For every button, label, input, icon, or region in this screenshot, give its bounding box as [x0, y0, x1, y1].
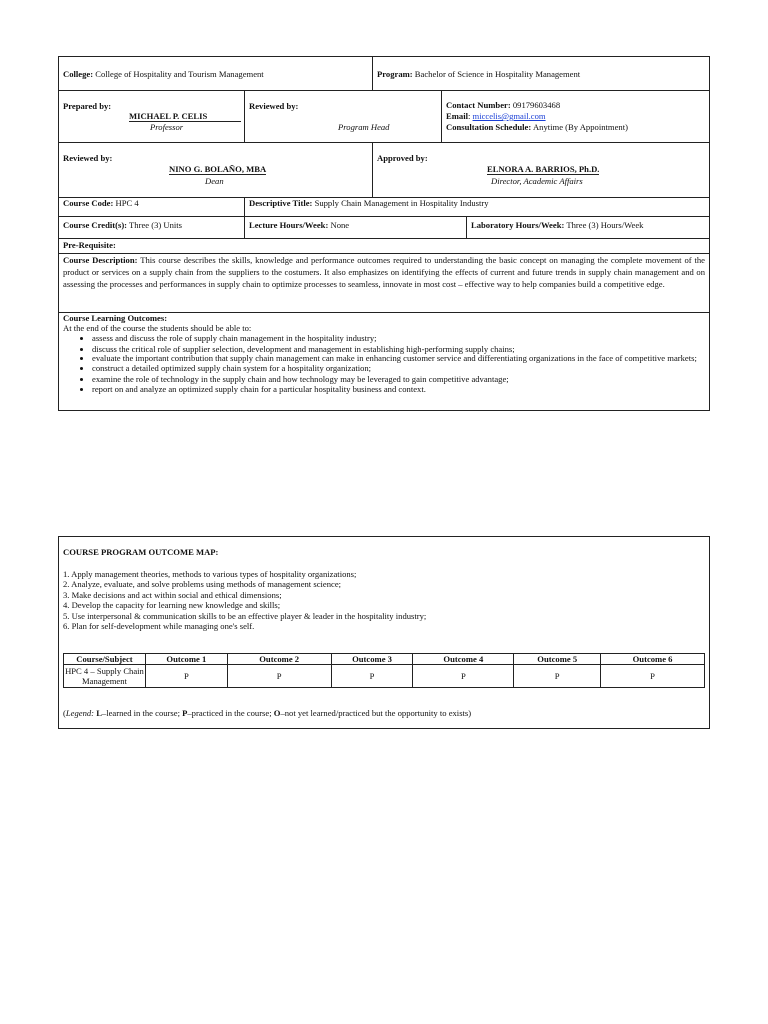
reviewed-dean-cell	[58, 142, 373, 198]
column-header: Outcome 5	[514, 654, 601, 665]
prerequisite-label: Pre-Requisite:	[63, 240, 116, 250]
course-code-value: HPC 4	[115, 198, 139, 208]
program-outcome-item: 6. Plan for self-development while managing one's self.	[63, 621, 255, 632]
program-outcome-item: 5. Use interpersonal & communication skills to be an effective player & leader in the hospitality industry;	[63, 610, 427, 621]
description-text: This course describes the skills, knowledge and performance outcomes required to understanding the basic concept on managing the complete movement of the product or services on a supply chain from the suppliers to the costumers. It also emphasizes on identifying the effects of current and future trends in supply chain management and on assessing the processes and performances in supply chain to optimize processes to seamless, innovate in most cost – effective way to help companies build a competitive edge.	[63, 255, 705, 289]
prepared-name: MICHAEL P. CELIS	[129, 111, 241, 122]
lab-label: Laboratory Hours/Week:	[471, 220, 565, 230]
table-cell: P	[601, 665, 705, 688]
reviewed-title: Program Head	[338, 122, 390, 132]
lecture-value: None	[330, 220, 350, 230]
column-header: Outcome 1	[145, 654, 227, 665]
reviewed-program-head-cell	[244, 90, 442, 143]
legend-p-key: P	[182, 708, 188, 718]
dean-title: Dean	[205, 176, 224, 186]
outcome-map-table	[63, 653, 705, 688]
legend-l-key: L	[96, 708, 102, 718]
program-outcome-map	[58, 536, 710, 729]
learning-outcomes-intro: At the end of the course the students should be able to:	[63, 323, 252, 333]
lecture-label: Lecture Hours/Week:	[249, 220, 329, 230]
schedule-value: Anytime (By Appointment)	[532, 122, 628, 132]
list-item: • evaluate the important contribution that supply chain management can make in enhancing customer service and differentiating organizations in the face of competitive markets;	[92, 354, 703, 363]
reviewed-label: Reviewed by:	[249, 101, 299, 111]
program-outcome-item: 1. Apply management theories, methods to various types of hospitality organizations;	[63, 569, 357, 579]
approver-name: ELNORA A. BARRIOS, Ph.D.	[487, 164, 600, 174]
program-cell	[372, 56, 710, 91]
email-link[interactable]: miccelis@gmail.com	[472, 111, 546, 121]
dean-name: NINO G. BOLAÑO, MBA	[169, 164, 267, 174]
table-row	[64, 665, 705, 688]
prerequisite-cell	[58, 238, 710, 254]
email-label: Email	[446, 111, 468, 121]
program-label: Program:	[377, 69, 413, 79]
descriptive-title-value: Supply Chain Management in Hospitality Industry	[314, 198, 489, 208]
program-outcome-item: 4. Develop the capacity for learning new knowledge and skills;	[63, 600, 281, 611]
lab-hours-cell	[466, 216, 710, 239]
list-item: • discuss the critical role of supplier selection, development and management in establishing high-performing supply chains;	[92, 344, 703, 355]
program-outcome-item: 3. Make decisions and act within social and ethical dimensions;	[63, 589, 282, 600]
legend-o-text: –not yet learned/practiced but the opportunity to exists)	[280, 708, 472, 718]
learning-outcomes-label: Course Learning Outcomes:	[63, 313, 168, 323]
course-code-cell	[58, 197, 245, 217]
prepared-title: Professor	[150, 122, 184, 132]
legend-open: (	[63, 708, 66, 718]
descriptive-title-label: Descriptive Title:	[249, 198, 313, 208]
lecture-hours-cell	[244, 216, 467, 239]
credits-cell	[58, 216, 245, 239]
schedule-label: Consultation Schedule:	[446, 122, 532, 132]
course-code-label: Course Code:	[63, 198, 114, 208]
column-header: Outcome 4	[413, 654, 514, 665]
table-cell: HPC 4 – Supply Chain Management	[65, 666, 144, 686]
legend	[63, 708, 471, 718]
table-cell: P	[413, 665, 514, 688]
legend-p-text: –practiced in the course;	[187, 708, 274, 718]
table-cell: P	[331, 665, 413, 688]
email-separator: :	[467, 111, 471, 121]
learning-outcomes-cell	[58, 312, 710, 411]
description-label: Course Description:	[63, 255, 138, 265]
college-cell	[58, 56, 373, 91]
program-map-title: COURSE PROGRAM OUTCOME MAP:	[63, 547, 219, 557]
legend-l-text: –learned in the course;	[101, 708, 183, 718]
contact-number-value: 09179603468	[512, 100, 561, 110]
contact-cell	[441, 90, 710, 143]
table-header-row	[64, 654, 705, 665]
legend-label: Legend:	[65, 708, 95, 718]
list-item: • examine the role of technology in the supply chain and how technology may be leveraged to gain competitive advantage;	[92, 374, 703, 385]
table-cell: P	[227, 665, 331, 688]
list-item: • construct a detailed optimized supply chain system for a hospitality organization;	[92, 363, 703, 374]
learning-outcomes-list	[63, 333, 703, 395]
college-value: College of Hospitality and Tourism Management	[95, 69, 264, 79]
college-label: College:	[63, 69, 94, 79]
column-header: Course/Subject	[64, 654, 146, 665]
column-header: Outcome 2	[227, 654, 331, 665]
prepared-label: Prepared by:	[63, 101, 112, 111]
credits-label: Course Credit(s):	[63, 220, 128, 230]
table-cell: P	[514, 665, 601, 688]
course-description-cell	[58, 253, 710, 313]
list-item: • assess and discuss the role of supply chain management in the hospitality industry;	[92, 333, 703, 344]
approved-label: Approved by:	[377, 153, 428, 163]
program-value: Bachelor of Science in Hospitality Management	[414, 69, 581, 79]
reviewed-dean-label: Reviewed by:	[63, 153, 113, 163]
list-item: • report on and analyze an optimized supply chain for a particular hospitality business and context.	[92, 384, 703, 395]
credits-value: Three (3) Units	[129, 220, 183, 230]
column-header: Outcome 6	[601, 654, 705, 665]
table-cell: P	[145, 665, 227, 688]
contact-number-label: Contact Number:	[446, 100, 511, 110]
lab-value: Three (3) Hours/Week	[566, 220, 644, 230]
legend-o-key: O	[273, 708, 281, 718]
column-header: Outcome 3	[331, 654, 413, 665]
program-outcomes-list	[63, 569, 426, 631]
approved-cell	[372, 142, 710, 198]
program-outcome-item: 2. Analyze, evaluate, and solve problems using methods of management science;	[63, 579, 342, 590]
descriptive-title-cell	[244, 197, 710, 217]
prepared-cell	[58, 90, 245, 143]
approver-title: Director, Academic Affairs	[491, 176, 583, 186]
